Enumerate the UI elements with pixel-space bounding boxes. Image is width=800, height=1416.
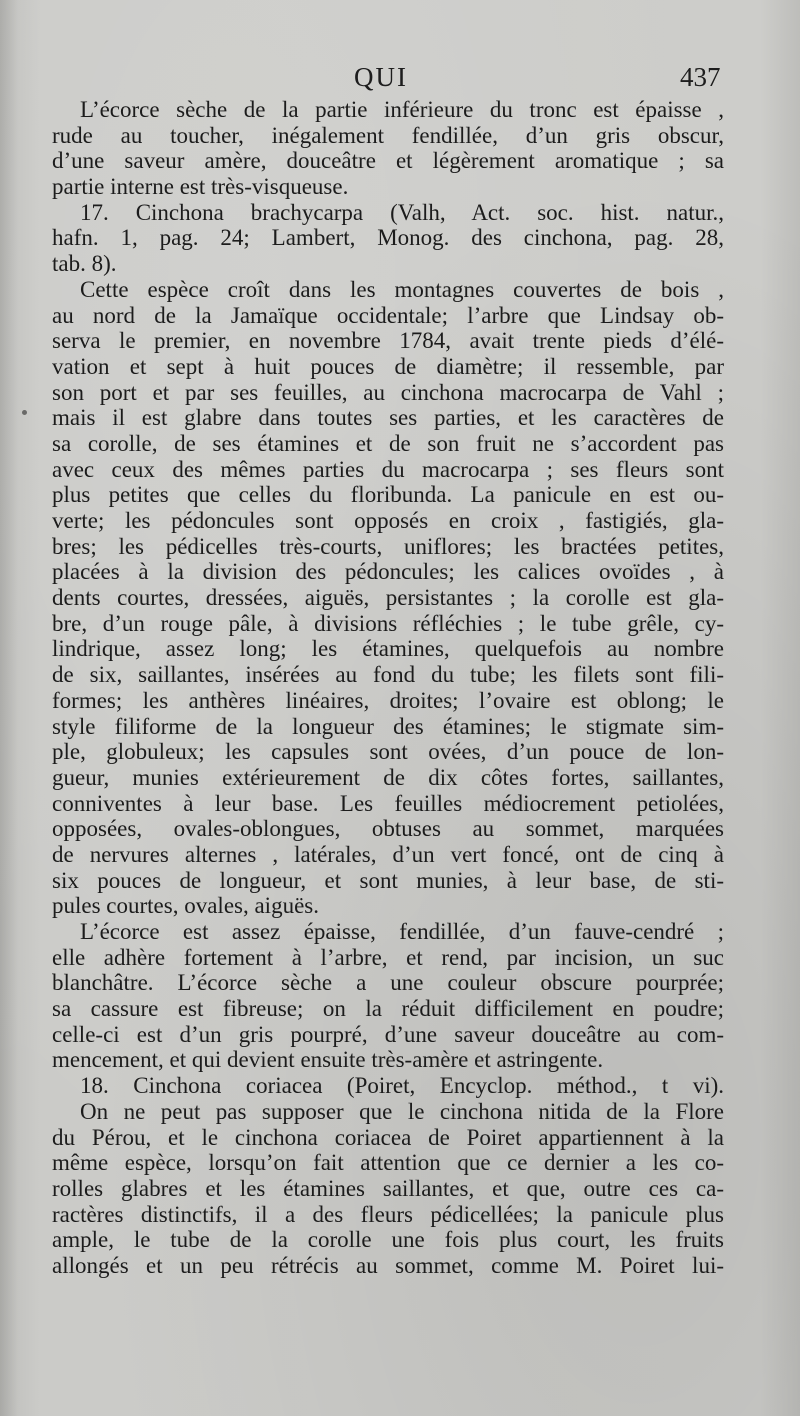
text-line: pules courtes, ovales, aiguës. bbox=[52, 893, 319, 919]
text-line: d’une saveur amère, douceâtre et légèrement aromatique ; sa bbox=[52, 148, 724, 174]
text-line: au nord de la Jamaïque occidentale; l’arbre que Lindsay ob- bbox=[52, 302, 724, 328]
text-line: verte; les pédoncules sont opposés en croix , fastigiés, gla- bbox=[52, 508, 724, 533]
text-line: L’écorce sèche de la partie inférieure du tronc est épaisse , bbox=[80, 97, 724, 122]
text-line: mais il est glabre dans toutes ses parties, et les caractères de bbox=[52, 405, 724, 431]
text-line: partie interne est très-visqueuse. bbox=[52, 174, 349, 200]
text-line: ple, globuleux; les capsules sont ovées, d’un pouce de lon- bbox=[52, 739, 724, 765]
text-line: même espèce, lorsqu’on fait attention que ce dernier a les co- bbox=[52, 1150, 724, 1176]
body-text bbox=[52, 97, 724, 1327]
text-line: elle adhère fortement à l’arbre, et rend, par incision, un suc bbox=[52, 944, 724, 970]
text-line: lindrique, assez long; les étamines, quelquefois au nombre bbox=[52, 636, 724, 662]
text-line: sa corolle, de ses étamines et de son fruit ne s’accordent pas bbox=[52, 430, 724, 456]
text-line: avec ceux des mêmes parties du macrocarpa ; ses fleurs sont bbox=[52, 456, 724, 482]
text-line: 18. Cinchona coriacea (Poiret, Encyclop. méthod., t vi). bbox=[80, 1073, 724, 1099]
text-line: sa cassure est fibreuse; on la réduit difficilement en poudre; bbox=[52, 996, 724, 1022]
text-line: vation et sept à huit pouces de diamètre; il ressemble, par bbox=[52, 353, 724, 379]
text-line: blanchâtre. L’écorce sèche a une couleur obscure pourprée; bbox=[52, 970, 724, 996]
text-line: On ne peut pas supposer que le cinchona nitida de la Flore bbox=[80, 1098, 724, 1124]
text-line: opposées, ovales-oblongues, obtuses au sommet, marquées bbox=[52, 816, 724, 842]
text-line: allongés et un peu rétrécis au sommet, comme M. Poiret lui- bbox=[52, 1252, 724, 1278]
text-line: hafn. 1, pag. 24; Lambert, Monog. des cinchona, pag. 28, bbox=[52, 225, 724, 251]
text-line: du Pérou, et le cinchona coriacea de Poiret appartiennent à la bbox=[52, 1124, 724, 1150]
text-line: ample, le tube de la corolle une fois plus court, les fruits bbox=[52, 1227, 724, 1253]
text-line: L’écorce est assez épaisse, fendillée, d’un fauve-cendré ; bbox=[80, 919, 724, 944]
ink-spot bbox=[22, 410, 27, 415]
text-line: placées à la division des pédoncules; les calices ovoïdes , à bbox=[52, 559, 724, 585]
text-line: conniventes à leur base. Les feuilles médiocrement petiolées, bbox=[52, 790, 724, 816]
text-line: de nervures alternes , latérales, d’un vert foncé, ont de cinq à bbox=[52, 841, 724, 867]
text-line: bre, d’un rouge pâle, à divisions réfléchies ; le tube grêle, cy- bbox=[52, 610, 724, 636]
text-line: gueur, munies extérieurement de dix côtes fortes, saillantes, bbox=[52, 764, 724, 790]
text-line: plus petites que celles du floribunda. La panicule en est ou- bbox=[52, 482, 724, 508]
text-line: style filiforme de la longueur des étamines; le stigmate sim- bbox=[52, 713, 724, 739]
text-line: serva le premier, en novembre 1784, avait trente pieds d’élé- bbox=[52, 328, 724, 354]
text-line: formes; les anthères linéaires, droites; l’ovaire est oblong; le bbox=[52, 687, 724, 713]
text-line: son port et par ses feuilles, au cinchona macrocarpa de Vahl ; bbox=[52, 379, 724, 405]
text-line: rolles glabres et les étamines saillantes, et que, outre ces ca- bbox=[52, 1175, 724, 1201]
text-line: six pouces de longueur, et sont munies, à leur base, de sti- bbox=[52, 867, 724, 893]
running-head: QUI bbox=[354, 62, 408, 92]
text-line: tab. 8). bbox=[52, 251, 117, 277]
text-line: ractères distinctifs, il a des fleurs pédicellées; la panicule plus bbox=[52, 1201, 724, 1227]
text-line: bres; les pédicelles très-courts, uniflores; les bractées petites, bbox=[52, 533, 724, 559]
text-line: de six, saillantes, insérées au fond du tube; les filets sont fili- bbox=[52, 662, 724, 688]
text-line: celle-ci est d’un gris pourpré, d’une saveur douceâtre au com- bbox=[52, 1021, 724, 1047]
page-number: 437 bbox=[680, 62, 721, 92]
text-line: mencement, et qui devient ensuite très-amère et astringente. bbox=[52, 1047, 604, 1073]
text-line: rude au toucher, inégalement fendillée, d’un gris obscur, bbox=[52, 122, 724, 148]
text-line: 17. Cinchona brachycarpa (Valh, Act. soc. hist. natur., bbox=[80, 199, 724, 225]
text-line: Cette espèce croît dans les montagnes couvertes de bois , bbox=[80, 276, 724, 302]
text-line: dents courtes, dressées, aiguës, persistantes ; la corolle est gla- bbox=[52, 585, 724, 611]
